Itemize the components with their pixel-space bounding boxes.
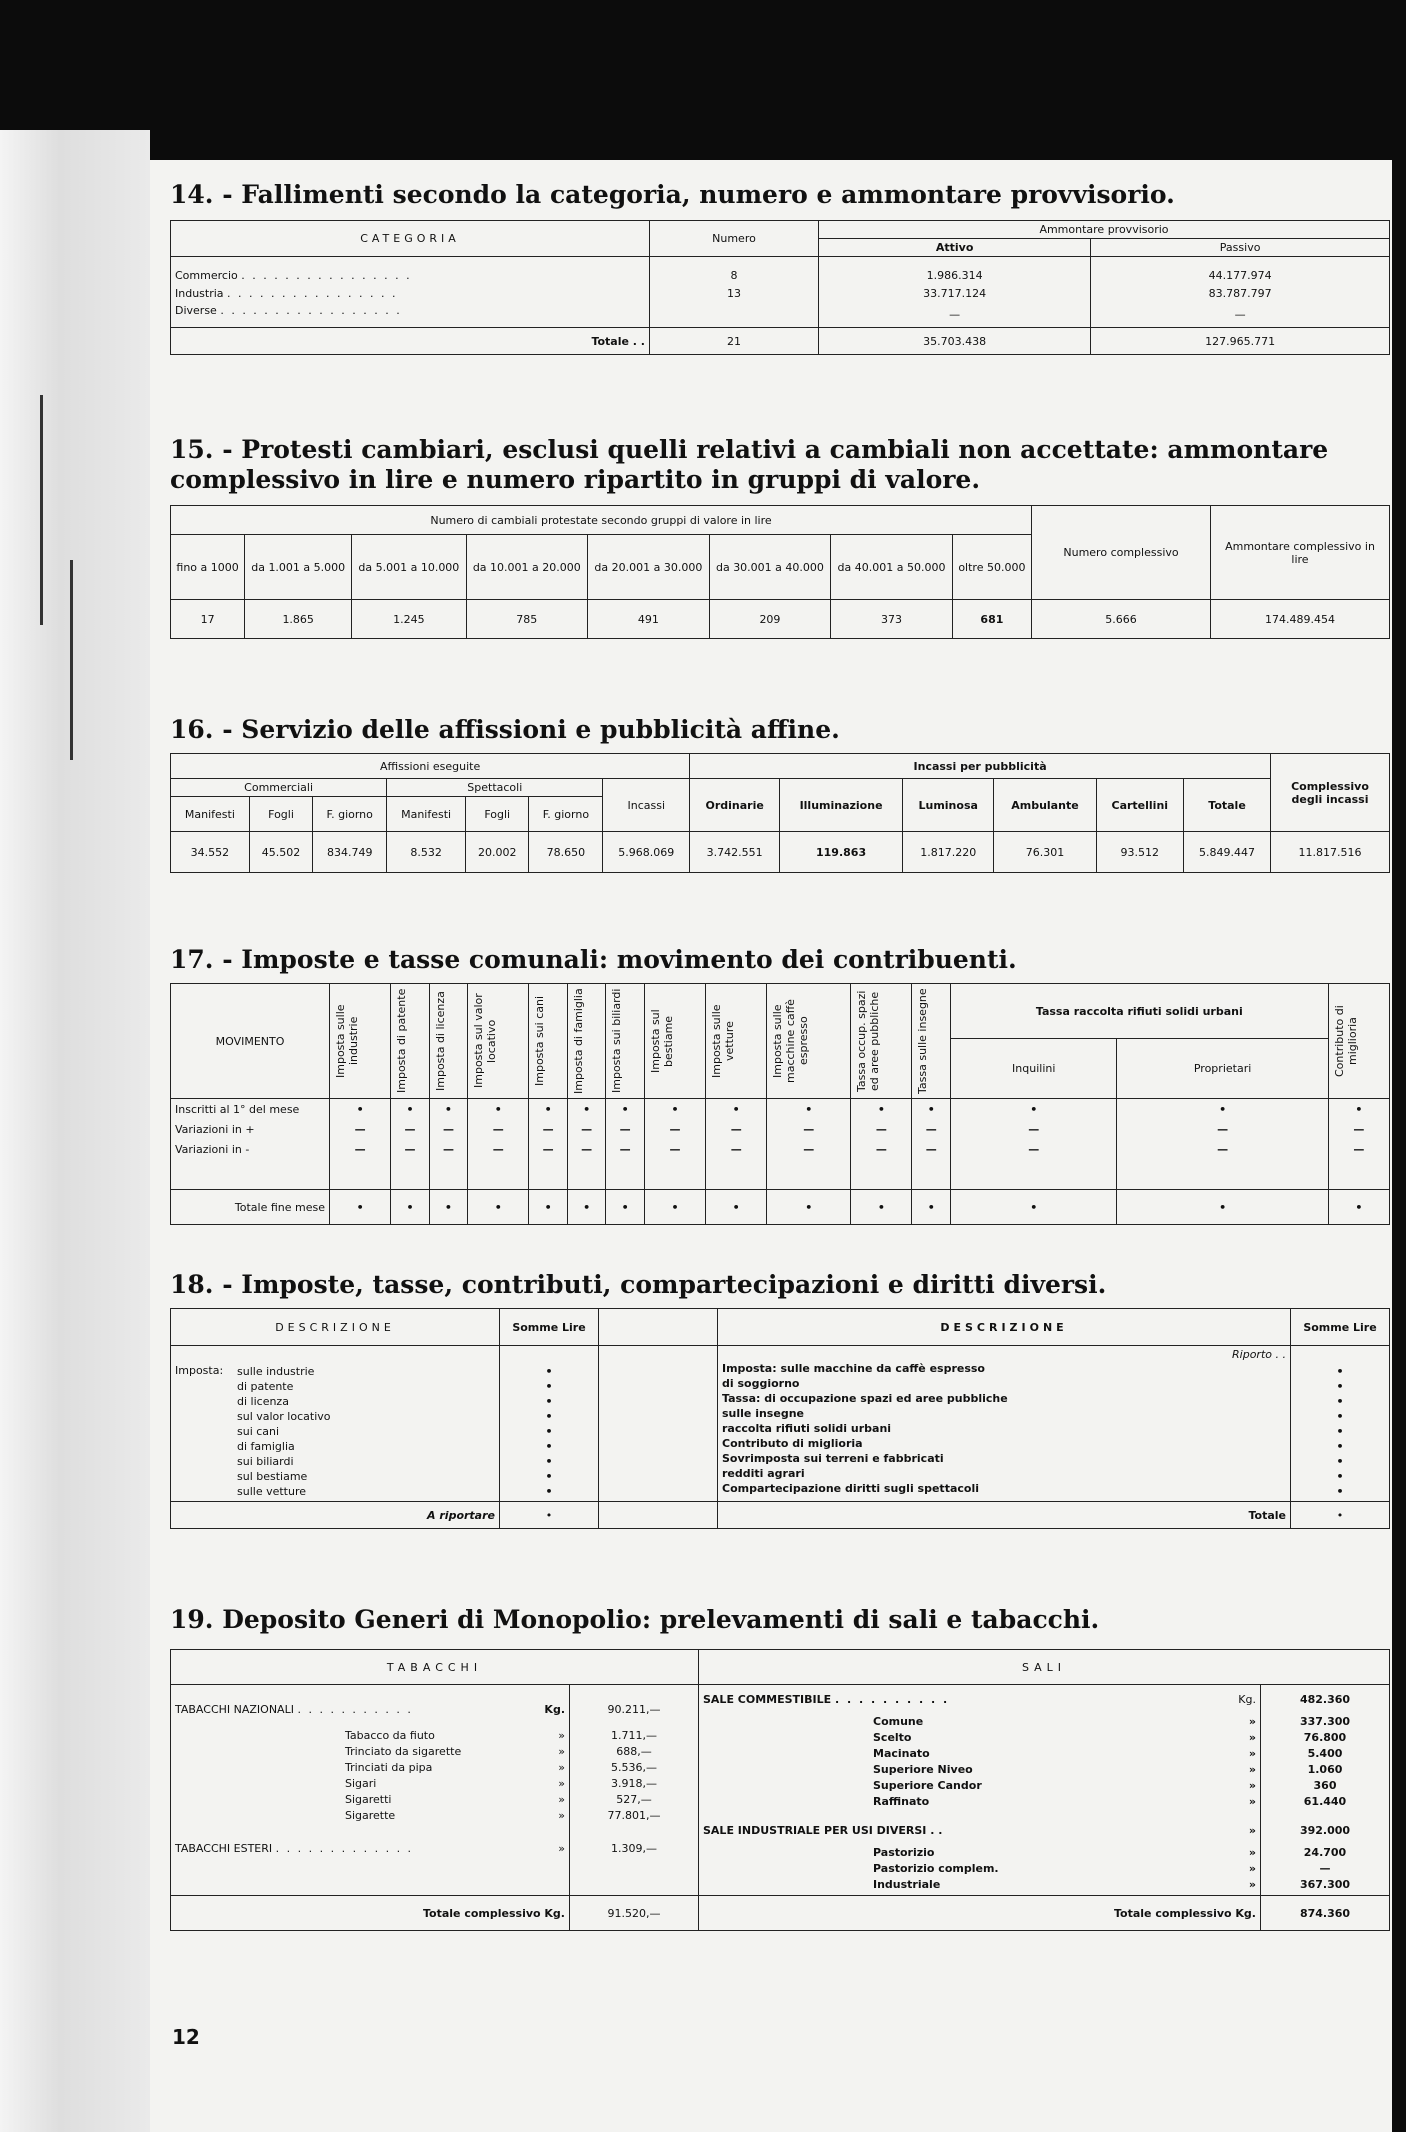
table-row: 34.552 45.502 834.749 8.532 20.002 78.650 5.968.069 3.742.551 119.863 1.817.220 76.301 93.512 5.849.447 11.817.516 [171, 832, 1390, 873]
affissioni-table: Affissioni eseguite Incassi per pubblicità Complessivo degli incassi Commerciali Spettacoli Incassi Ordinarie Illuminazione Luminosa Ambulante Cartellini Totale Manifesti Fogli F. giorno Manifesti Fogli F. giorno 34.552 45.502 834.749 8.532 20.002 78.650 5.968.069 3.742.551 119.863 1.817.220 76.301 93.512 5.849.447 11.817.516 [170, 753, 1390, 873]
left-description: Imposta: sulle industrie di patente di licenza sul valor locativo sui cani di famiglia sui biliardi sul bestiame sulle vetture [171, 1346, 500, 1502]
list-item: Pastorizio » [873, 1846, 1256, 1859]
list-item: Industriale » [873, 1878, 1256, 1891]
section-18 [170, 1270, 1390, 1529]
section-14-title: 14. - Fallimenti secondo la categoria, numero e ammontare provvisorio. [170, 180, 1175, 209]
imposte-table: DESCRIZIONE Somme Lire DESCRIZIONE Somme Lire Imposta: sulle industrie di patente di licenza sul valor locativo sui cani di famiglia sui biliardi sul bestiame sulle vetture • • • • • • • • • Riporto . . Imposta: sulle macchine da caffè espresso di soggiorno Tassa: di occupazione spazi ed aree pubbliche sulle insegne raccolta rifiuti solidi urbani Contributo di miglioria Sovrimposta sui terreni e fabbricati redditi agrari Compartecipazione diritti sugli spettacoli • • • • • • • • • A riportare • Totale • [170, 1308, 1390, 1529]
section-16-title: 16. - Servizio delle affissioni e pubblicità affine. [170, 715, 840, 744]
section-19 [170, 1605, 1390, 1931]
list-item: sulle insegne [722, 1407, 804, 1420]
list-item: sulle industrie [237, 1365, 315, 1378]
list-item: Trinciato da sigarette » [345, 1745, 565, 1758]
list-item: sui biliardi [237, 1455, 294, 1468]
section-17-title: 17. - Imposte e tasse comunali: movimento dei contribuenti. [170, 945, 1017, 974]
list-item: Tassa: di occupazione spazi ed aree pubbliche [722, 1392, 1008, 1405]
table-row: Industria . . . . . . . . . . . . . . . . 13 33.717.124 83.787.797 [171, 285, 1390, 302]
list-item: raccolta rifiuti solidi urbani [722, 1422, 892, 1435]
table-row: Inscritti al 1° del mese • • • • • • • • • • • • • • • [171, 1099, 1390, 1120]
list-item: Compartecipazione diritti sugli spettacoli [722, 1482, 979, 1495]
sali-list: SALE COMMESTIBILE . . . . . . . . . . Kg. Comune » Scelto » Macinato » Superiore Niveo » Superiore Candor » Raffinato » SALE INDUSTRIALE PER USI DIVERSI . . » Pastorizio » Pastorizio complem. » Industriale » [699, 1685, 1261, 1896]
movimento-table: MOVIMENTO Imposta sulle industrie Imposta di patente Imposta di licenza Imposta sul valor locativo Imposta sui cani Imposta di famiglia Imposta sui biliardi Imposta sul bestiame Imposta sulle vetture Imposta sulle macchine caffè espresso Tassa occup. spazi ed aree pubbliche Tassa sulle insegne Tassa raccolta rifiuti solidi urbani Contributo di miglioria Inquilini Proprietari Inscritti al 1° del mese • • • • • • • • • • • • • • • Variazioni in + — — — — — — — — — — — — — — — Variazioni in - — — — — — — — — — — — — — — — Totale fine mese • • • • • • • • • • • • • • • [170, 983, 1390, 1225]
list-item: sulle vetture [237, 1485, 307, 1498]
monopolio-table: TABACCHI SALI TABACCHI NAZIONALI . . . . . . . . . . . Kg. Tabacco da fiuto » Trinciato da sigarette » Trinciati da pipa » Sigari » Sigaretti » Sigarette » TABACCHI ESTERI . . . . . . . . . . . . . » 90.211,— 1.711,— 688,— 5.536,— 3.918,— 527,— 77.801,— 1.309,— SALE COMMESTIBILE . . . . . . . . . . Kg. Comune » Scelto » Macinato » Superiore Niveo » Superiore Candor » Raffinato » SALE INDUSTRIALE PER USI DIVERSI . . » Pastorizio » Pastorizio complem. » Industriale » 482.360 337.300 76.800 5.400 1.060 360 61.440 392.000 24.700 — 367.300 Totale complessivo Kg. 91.520,— Totale complessivo Kg. 874.360 [170, 1649, 1390, 1931]
binding-mark [70, 560, 73, 760]
col-numero: Numero [650, 221, 819, 257]
table-row: Diverse . . . . . . . . . . . . . . . . . — — [171, 302, 1390, 328]
col-attivo: Attivo [819, 239, 1091, 257]
protesti-table: Numero di cambiali protestate secondo gruppi di valore in lire Numero complessivo Ammontare complessivo in lire fino a 1000 da 1.001 a 5.000 da 5.001 a 10.000 da 10.001 a 20.000 da 20.001 a 30.000 da 30.001 a 40.000 da 40.001 a 50.000 oltre 50.000 17 1.865 1.245 785 491 209 373 681 5.666 174.489.454 [170, 505, 1390, 639]
list-item: di famiglia [237, 1440, 295, 1453]
col-ammontare-complessivo: Ammontare complessivo in lire [1211, 506, 1390, 600]
total-row: Totale . . 21 35.703.438 127.965.771 [171, 328, 1390, 355]
page-edge-shadow [0, 130, 150, 2132]
section-15 [170, 435, 1390, 639]
right-description: Riporto . . Imposta: sulle macchine da caffè espresso di soggiorno Tassa: di occupazione spazi ed aree pubbliche sulle insegne raccolta rifiuti solidi urbani Contributo di miglioria Sovrimposta sui terreni e fabbricati redditi agrari Compartecipazione diritti sugli spettacoli [718, 1346, 1291, 1502]
col-ammontare: Ammontare provvisorio [819, 221, 1390, 239]
section-15-title: 15. - Protesti cambiari, esclusi quelli relativi a cambiali non accettate: ammontare complessivo in lire e numero ripartito in gruppi di valore. [170, 435, 1329, 494]
col-categoria: CATEGORIA [171, 221, 650, 257]
list-item: Imposta: sulle macchine da caffè espresso [722, 1362, 985, 1375]
table-row: 17 1.865 1.245 785 491 209 373 681 5.666 174.489.454 [171, 600, 1390, 639]
list-item: di licenza [237, 1395, 289, 1408]
list-item: sul valor locativo [237, 1410, 331, 1423]
section-18-title: 18. - Imposte, tasse, contributi, compartecipazioni e diritti diversi. [170, 1270, 1107, 1299]
section-19-title: 19. Deposito Generi di Monopolio: prelevamenti di sali e tabacchi. [170, 1605, 1100, 1634]
list-item: Superiore Candor » [873, 1779, 1256, 1792]
list-item: Sigaretti » [345, 1793, 565, 1806]
col-group: Numero di cambiali protestate secondo gruppi di valore in lire [171, 506, 1032, 535]
list-item: Sovrimposta sui terreni e fabbricati [722, 1452, 944, 1465]
list-item: di patente [237, 1380, 294, 1393]
list-item: Trinciati da pipa » [345, 1761, 565, 1774]
list-item: di soggiorno [722, 1377, 800, 1390]
list-item: sul bestiame [237, 1470, 308, 1483]
list-item: Macinato » [873, 1747, 1256, 1760]
list-item: Sigarette » [345, 1809, 565, 1822]
document-page [150, 160, 1392, 2132]
page-number: 12 [172, 2025, 200, 2049]
table-row: Variazioni in - — — — — — — — — — — — — — — — [171, 1139, 1390, 1159]
list-item: sui cani [237, 1425, 280, 1438]
section-14 [170, 180, 1390, 355]
sali-values: 482.360 337.300 76.800 5.400 1.060 360 61.440 392.000 24.700 — 367.300 [1261, 1685, 1390, 1896]
section-17 [170, 945, 1390, 1225]
list-item: Contributo di miglioria [722, 1437, 863, 1450]
fallimenti-table [170, 220, 1390, 355]
table-row: Variazioni in + — — — — — — — — — — — — — — — [171, 1119, 1390, 1139]
list-item: Tabacco da fiuto » [345, 1729, 565, 1742]
table-row: Commercio . . . . . . . . . . . . . . . . 8 1.986.314 44.177.974 [171, 257, 1390, 286]
list-item: Superiore Niveo » [873, 1763, 1256, 1776]
list-item: Pastorizio complem. » [873, 1862, 1256, 1875]
col-numero-complessivo: Numero complessivo [1032, 506, 1211, 600]
tabacchi-values: 90.211,— 1.711,— 688,— 5.536,— 3.918,— 527,— 77.801,— 1.309,— [570, 1685, 699, 1896]
section-16 [170, 715, 1390, 873]
list-item: Comune » [873, 1715, 1256, 1728]
list-item: Sigari » [345, 1777, 565, 1790]
binding-mark [40, 395, 43, 625]
total-row: Totale fine mese • • • • • • • • • • • • • • • [171, 1190, 1390, 1225]
list-item: Raffinato » [873, 1795, 1256, 1808]
tabacchi-list: TABACCHI NAZIONALI . . . . . . . . . . . Kg. Tabacco da fiuto » Trinciato da sigarette » Trinciati da pipa » Sigari » Sigaretti » Sigarette » TABACCHI ESTERI . . . . . . . . . . . . . » [171, 1685, 570, 1896]
col-passivo: Passivo [1091, 239, 1390, 257]
list-item: redditi agrari [722, 1467, 805, 1480]
list-item: Scelto » [873, 1731, 1256, 1744]
